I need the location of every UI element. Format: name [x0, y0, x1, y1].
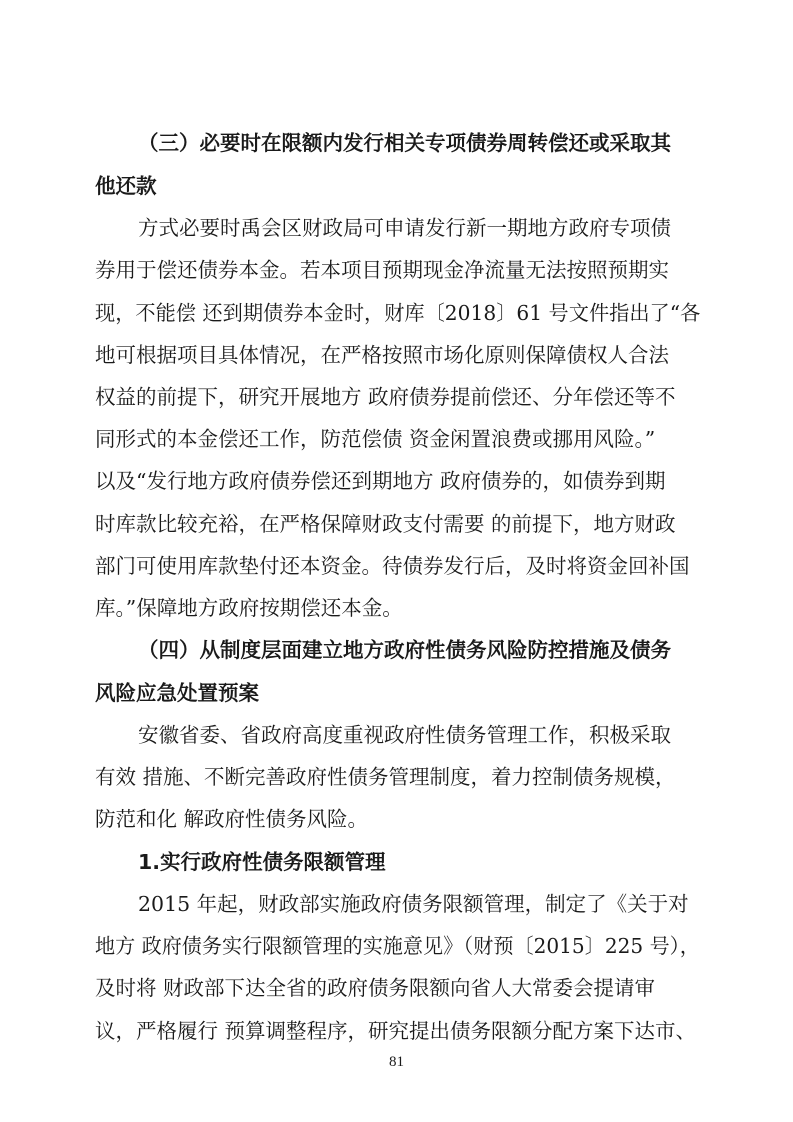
paragraph-line: 时库款比较充裕，在严格保障财政支付需要 的前提下，地方财政: [95, 512, 676, 536]
section-heading-3-line-2: 他还款: [95, 174, 157, 198]
paragraph-line: 部门可使用库款垫付还本资金。待债券发行后，及时将资金回补国: [95, 554, 690, 578]
section-heading-4-line-2: 风险应急处置预案: [95, 681, 259, 705]
paragraph-line: 议，严格履行 预算调整程序，研究提出债务限额分配方案下达市、: [95, 1019, 697, 1043]
subsection-heading-1: 1.实行政府性债务限额管理: [138, 850, 386, 874]
paragraph-line: 安徽省委、省政府高度重视政府性债务管理工作，积极采取: [138, 723, 671, 747]
paragraph-line: 方式必要时禹会区财政局可申请发行新一期地方政府专项债: [138, 216, 671, 240]
paragraph-line: 库。”保障地方政府按期偿还本金。: [95, 596, 403, 620]
paragraph-line: 同形式的本金偿还工作，防范偿债 资金闲置浪费或挪用风险。”: [95, 427, 656, 451]
paragraph-line: 地方 政府债务实行限额管理的实施意见》（财预〔2015〕225 号），: [95, 934, 700, 958]
section-heading-3-line-1: （三）必要时在限额内发行相关专项债券周转偿还或采取其: [138, 131, 671, 155]
paragraph-line: 2015 年起，财政部实施政府债务限额管理，制定了《关于对: [138, 892, 689, 916]
paragraph-line: 券用于偿还债券本金。若本项目预期现金净流量无法按照预期实: [95, 258, 669, 282]
paragraph-line: 权益的前提下，研究开展地方 政府债券提前偿还、分年偿还等不: [95, 385, 676, 409]
page-number: 81: [389, 1054, 404, 1070]
section-heading-4-line-1: （四）从制度层面建立地方政府性债务风险防控措施及债务: [138, 638, 671, 662]
paragraph-line: 有效 措施、不断完善政府性债务管理制度，着力控制债务规模，: [95, 765, 676, 789]
paragraph-line: 防范和化 解政府性债务风险。: [95, 807, 369, 831]
paragraph-line: 现，不能偿 还到期债券本金时，财库〔2018〕61 号文件指出了“各: [95, 301, 701, 325]
paragraph-line: 以及“发行地方政府债券偿还到期地方 政府债券的，如债券到期: [95, 469, 666, 493]
paragraph-line: 及时将 财政部下达全省的政府债务限额向省人大常委会提请审: [95, 976, 656, 1000]
paragraph-line: 地可根据项目具体情况，在严格按照市场化原则保障债权人合法: [95, 343, 669, 367]
